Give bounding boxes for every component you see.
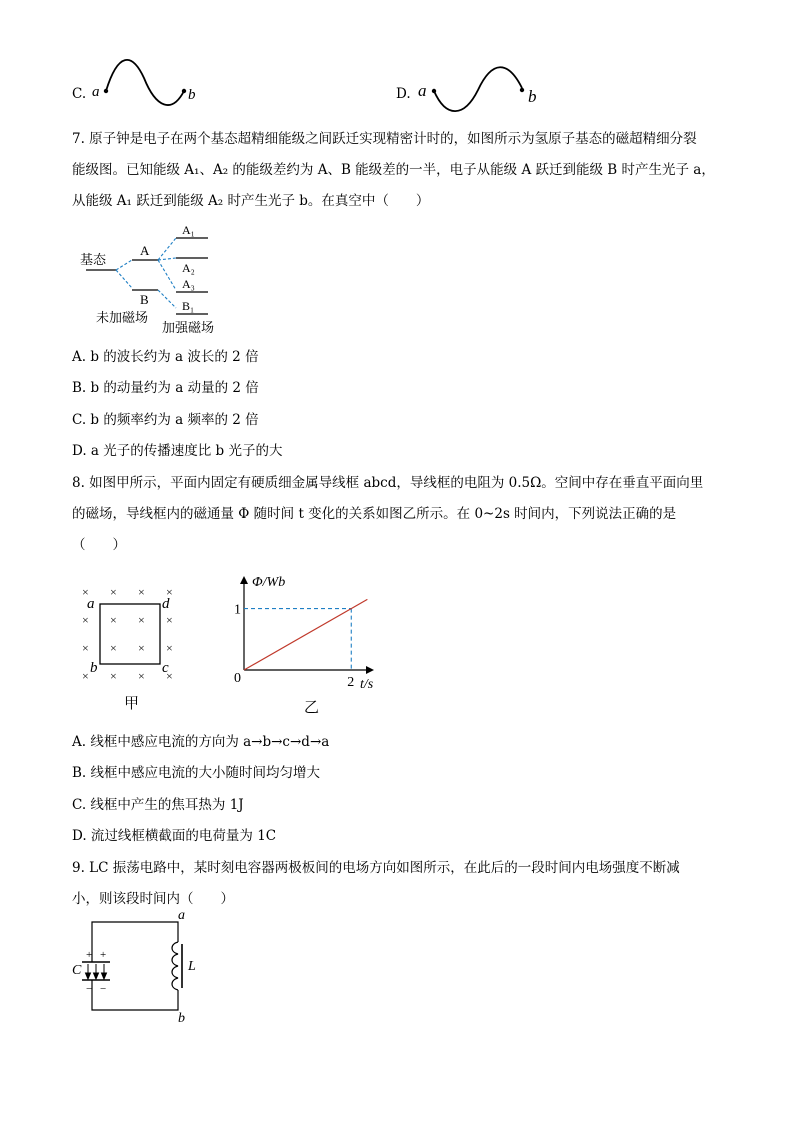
plus-sign-1: + bbox=[86, 949, 93, 961]
field-cross-mark: × bbox=[138, 641, 145, 655]
q7-option-c: C. b 的频率约为 a 频率的 2 倍 bbox=[72, 412, 259, 428]
caption-jia: 甲 bbox=[124, 694, 140, 712]
corner-a: a bbox=[87, 596, 95, 612]
q9-line1: 9. LC 振荡电路中，某时刻电容器两极板间的电场方向如图所示，在此后的一段时间内电场强度不断减 bbox=[72, 860, 680, 876]
figure-yi-flux-chart bbox=[224, 570, 384, 716]
q8-line3: （ ） bbox=[72, 537, 126, 553]
q7-option-b: B. b 的动量约为 a 动量的 2 倍 bbox=[72, 380, 259, 396]
inductor-label: L bbox=[188, 959, 196, 974]
field-cross-mark: × bbox=[166, 585, 173, 599]
label-a1: A₁ bbox=[182, 223, 195, 237]
q9-line2: 小，则该段时间内（ ） bbox=[72, 891, 234, 907]
chart-x-tick-2: 2 bbox=[347, 675, 355, 690]
option-c-label: C. bbox=[72, 86, 87, 102]
plus-sign-2: + bbox=[100, 949, 107, 961]
label-level-a: A bbox=[140, 243, 150, 258]
field-arrows bbox=[86, 964, 107, 979]
label-strong-field: 加强磁场 bbox=[162, 321, 215, 336]
q8-option-b: B. 线框中感应电流的大小随时间均匀增大 bbox=[72, 765, 321, 781]
minus-sign-2: − bbox=[100, 983, 107, 995]
field-cross-mark: × bbox=[166, 641, 173, 655]
corner-d: d bbox=[162, 596, 170, 612]
field-cross-mark: × bbox=[110, 585, 117, 599]
field-cross-mark: × bbox=[110, 641, 117, 655]
option-c-b: b bbox=[188, 87, 196, 103]
field-cross-mark: × bbox=[166, 613, 173, 627]
option-c-wave bbox=[88, 58, 208, 122]
q7-line3: 从能级 A₁ 跃迁到能级 A₂ 时产生光子 b。在真空中（ ） bbox=[72, 193, 430, 209]
option-d-label: D. bbox=[396, 86, 411, 102]
field-cross-mark: × bbox=[110, 669, 117, 683]
energy-level-diagram bbox=[76, 218, 236, 342]
chart-xlabel: t/s bbox=[360, 677, 374, 692]
x-axis-arrow-icon bbox=[366, 666, 374, 674]
lc-circuit-diagram bbox=[70, 908, 210, 1024]
minus-sign-1: − bbox=[86, 983, 93, 995]
field-cross-mark: × bbox=[138, 669, 145, 683]
chart-y-tick-1: 1 bbox=[234, 602, 241, 618]
corner-b: b bbox=[90, 660, 98, 676]
caption-yi: 乙 bbox=[304, 698, 320, 716]
label-ground: 基态 bbox=[80, 253, 107, 268]
field-cross-mark: × bbox=[138, 613, 145, 627]
q7-option-a: A. b 的波长约为 a 波长的 2 倍 bbox=[72, 349, 259, 365]
label-a3: A₃ bbox=[182, 277, 195, 291]
q8-line2: 的磁场，导线框内的磁通量 Φ 随时间 t 变化的关系如图乙所示。在 0~2s 时间内，下列说法正确的是 bbox=[72, 506, 677, 522]
label-b1: B₁ bbox=[182, 299, 195, 313]
option-c-a: a bbox=[92, 84, 100, 100]
option-d-wave bbox=[416, 56, 546, 122]
y-axis-arrow-icon bbox=[240, 576, 248, 584]
figure-jia-wire-frame bbox=[72, 580, 192, 712]
field-cross-mark: × bbox=[110, 613, 117, 627]
field-cross-mark: × bbox=[138, 585, 145, 599]
q7-option-d: D. a 光子的传播速度比 b 光子的大 bbox=[72, 443, 283, 459]
option-d-a: a bbox=[418, 81, 427, 100]
field-cross-mark: × bbox=[82, 669, 89, 683]
field-cross-mark: × bbox=[166, 669, 173, 683]
chart-origin: 0 bbox=[234, 671, 241, 686]
node-a: a bbox=[178, 908, 185, 923]
q8-option-c: C. 线框中产生的焦耳热为 1J bbox=[72, 797, 244, 813]
q8-option-d: D. 流过线框横截面的电荷量为 1C bbox=[72, 828, 277, 844]
label-a2: A₂ bbox=[182, 261, 195, 275]
inductor-coil bbox=[172, 942, 178, 990]
field-cross-mark: × bbox=[82, 613, 89, 627]
label-no-field: 未加磁场 bbox=[96, 311, 149, 326]
chart-ylabel: Φ/Wb bbox=[252, 575, 286, 590]
q7-line1: 7. 原子钟是电子在两个基态超精细能级之间跃迁实现精密计时的，如图所示为氢原子基态的磁超精细分裂 bbox=[72, 131, 697, 147]
field-cross-mark: × bbox=[82, 641, 89, 655]
flux-series-line bbox=[244, 599, 367, 670]
q8-option-a: A. 线框中感应电流的方向为 a→b→c→d→a bbox=[72, 734, 330, 750]
capacitor-label: C bbox=[72, 963, 82, 978]
option-d-b: b bbox=[528, 87, 537, 106]
q8-line1: 8. 如图甲所示，平面内固定有硬质细金属导线框 abcd，导线框的电阻为 0.5Ω。空间中存在垂直平面向里 bbox=[72, 475, 704, 491]
label-level-b: B bbox=[140, 292, 149, 307]
q7-line2: 能级图。已知能级 A₁、A₂ 的能级差约为 A、B 能级差的一半，电子从能级 A 跃迁到能级 B 时产生光子 a， bbox=[72, 162, 715, 178]
node-b: b bbox=[178, 1011, 185, 1024]
field-cross-mark: × bbox=[82, 585, 89, 599]
corner-c: c bbox=[162, 660, 169, 676]
wire-frame-abcd bbox=[100, 604, 160, 664]
